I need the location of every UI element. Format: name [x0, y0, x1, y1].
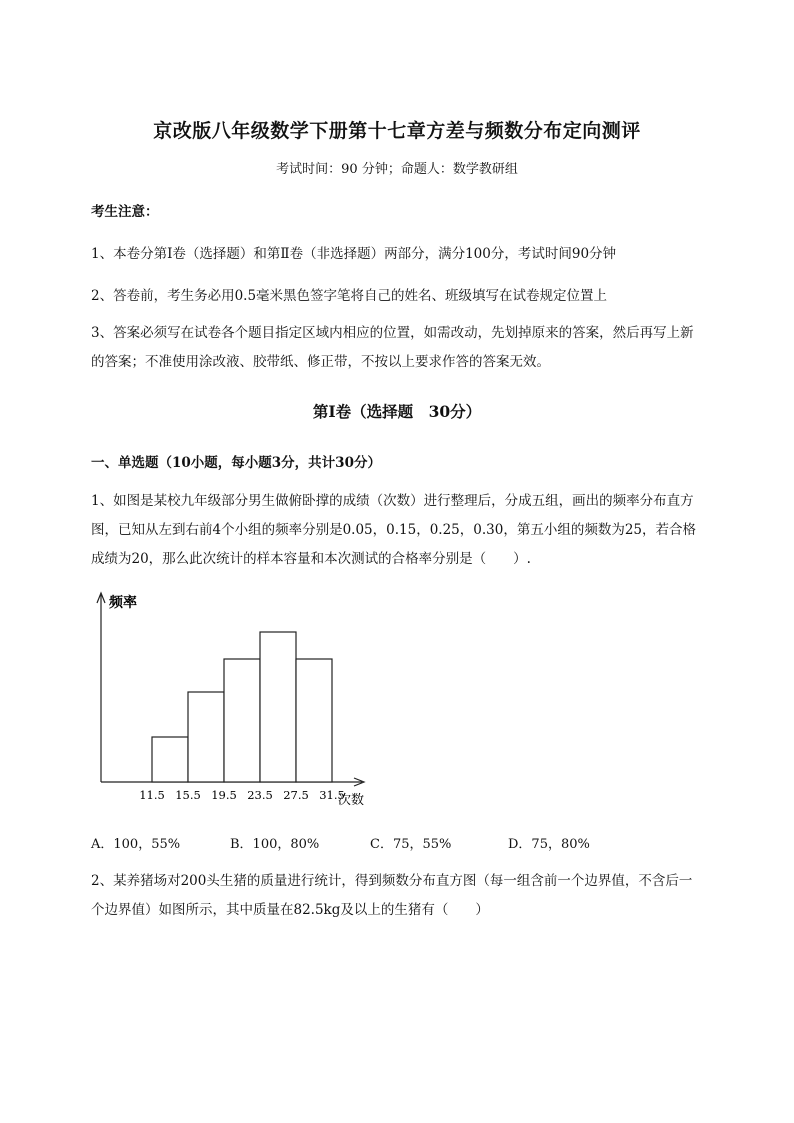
- x-tick-label: 15.5: [175, 788, 201, 802]
- notice-item-1: 1、本卷分第I卷（选择题）和第Ⅱ卷（非选择题）两部分，满分100分，考试时间90分钟: [91, 246, 617, 262]
- option-a: A．100，55%: [91, 837, 181, 852]
- histogram-bar: [188, 692, 224, 782]
- x-tick-label: 11.5: [139, 788, 165, 802]
- histogram-bar: [260, 632, 296, 782]
- y-axis-label: 频率: [109, 595, 137, 611]
- x-tick-label: 27.5: [283, 788, 309, 802]
- option-c: C．75，55%: [370, 837, 452, 852]
- section-title: 第I卷（选择题 30分）: [312, 402, 482, 421]
- frequency-histogram: [80, 585, 380, 815]
- x-tick-label: 31.5: [319, 788, 345, 802]
- part-heading: 一、单选题（10小题，每小题3分，共计30分）: [91, 455, 381, 471]
- x-tick-label: 23.5: [247, 788, 273, 802]
- option-d: D．75，80%: [508, 837, 590, 852]
- notice-item-3: 3、答案必须写在试卷各个题目指定区域内相应的位置，如需改动，先划掉原来的答案，然后再写上新的答案；不准使用涂改液、胶带纸、修正带，不按以上要求作答的答案无效。: [91, 325, 694, 370]
- notice-heading: 考生注意：: [91, 204, 159, 220]
- question-1-text: 1、如图是某校九年级部分男生做俯卧撑的成绩（次数）进行整理后，分成五组，画出的频率分布直方图，已知从左到右前4个小组的频率分别是0.05，0.15，0.25，0.30，第五小组的频数为25，若合格成绩为20，那么此次统计的样本容量和本次测试的合格率分别是（ ）.: [91, 493, 697, 567]
- question-2-text: 2、某养猪场对200头生猪的质量进行统计，得到频数分布直方图（每一组含前一个边界值，不含后一个边界值）如图所示，其中质量在82.5kg及以上的生猪有（ ）: [91, 873, 693, 918]
- notice-item-2: 2、答卷前，考生务必用0.5毫米黑色签字笔将自己的姓名、班级填写在试卷规定位置上: [91, 288, 608, 304]
- histogram-bar: [152, 737, 188, 782]
- exam-subtitle: 考试时间：90 分钟；命题人：数学教研组: [276, 162, 518, 177]
- histogram-bar: [296, 659, 332, 782]
- option-b: B．100，80%: [230, 837, 320, 852]
- page-title: 京改版八年级数学下册第十七章方差与频数分布定向测评: [153, 120, 641, 142]
- x-axis-label: 次数: [338, 793, 365, 808]
- histogram-bar: [224, 659, 260, 782]
- x-tick-label: 19.5: [211, 788, 237, 802]
